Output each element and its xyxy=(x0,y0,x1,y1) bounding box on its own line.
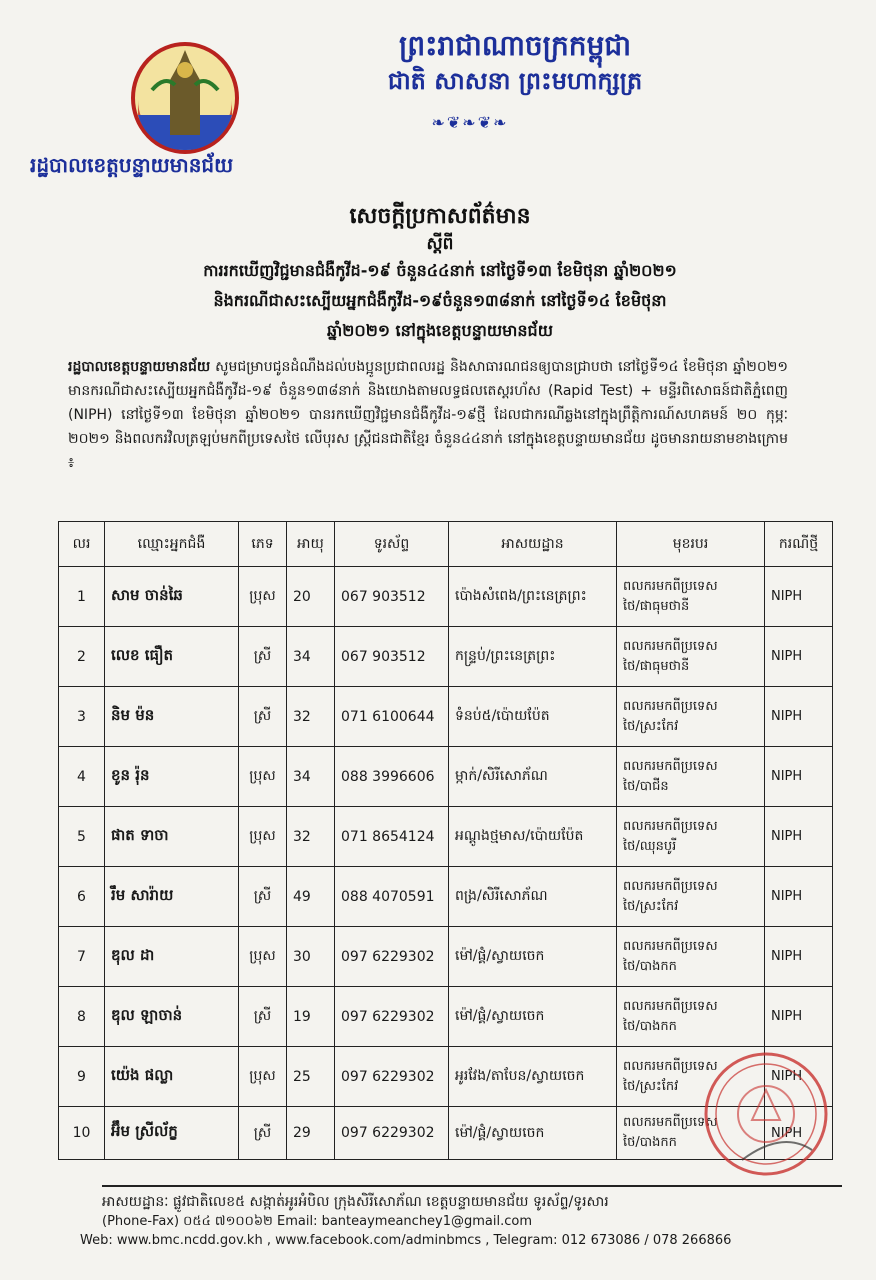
cell-phone: 097 6229302 xyxy=(335,927,449,987)
cell-phone: 097 6229302 xyxy=(335,1107,449,1160)
cell-age: 20 xyxy=(287,567,335,627)
cell-address: អូរវែង/តាបែន/ស្វាយចេក xyxy=(449,1047,617,1107)
intro-lead: រដ្ឋបាលខេត្តបន្ទាយមានជ័យ xyxy=(68,359,211,375)
cell-sex: ស្រី xyxy=(239,627,287,687)
cell-occupation xyxy=(617,567,765,627)
table-row xyxy=(59,807,833,867)
footer-phone-email: (Phone-Fax) ០៥៤ ៧១០០៦២ Email: banteaymeanchey1@gmail.com xyxy=(102,1214,533,1229)
table-row xyxy=(59,987,833,1047)
table-row xyxy=(59,927,833,987)
cell-sex: ប្រុស xyxy=(239,567,287,627)
national-motto: ជាតិ សាសនា ព្រះមហាក្សត្រ xyxy=(387,67,643,95)
cell-name: ខូន រ៉ុន xyxy=(105,747,239,807)
cell-phone: 071 6100644 xyxy=(335,687,449,747)
cell-no: 4 xyxy=(59,747,105,807)
occupation-line-2: ថៃ/ឈុនបូរី xyxy=(623,838,677,854)
cell-name: អ៊ឹម ស្រីល័ក្ខ xyxy=(105,1107,239,1160)
cell-new-case: NIPH xyxy=(765,927,833,987)
header-new-case: ករណីថ្មី xyxy=(765,522,833,567)
cell-name: សាម ចាន់ឆៃ xyxy=(105,567,239,627)
cell-age: 49 xyxy=(287,867,335,927)
occupation-line-2: ថៃ/បាជីន xyxy=(623,778,669,794)
cell-age: 32 xyxy=(287,687,335,747)
intro-body: សូមជម្រាបជូនដំណឹងដល់បងប្អូនប្រជាពលរដ្ឋ និងសាធារណជនឲ្យបានជ្រាបថា នៅថ្ងៃទី១៤ ខែមិថុនា ឆ្នាំ២០២១ មានករណីជាសះស្បើយអ្នកជំងឺកូវីដ-១៩ ចំនួន១៣៨នាក់ និងយោងតាមលទ្ធផលតេស្តរហ័ស (Rapid Test) + មន្ទីរពិសោធន៍ជាតិភ្នំពេញ (NIPH) នៅថ្ងៃទី១៣ ខែមិថុនា ឆ្នាំ២០២១ បានរកឃើញវិជ្ជមានជំងឺកូវីដ-១៩ថ្មី ដែលជាករណីឆ្លងនៅក្នុងព្រឹត្តិការណ៍សហគមន៍ ២០ កុម្ភៈ ២០២១ និងពលករវិលត្រឡប់មកពីប្រទេសថៃ លើបុរស ស្ត្រីជនជាតិខ្មែរ ចំនួន៤៤នាក់ នៅក្នុងខេត្តបន្ទាយមានជ័យ ដូចមានរាយនាមខាងក្រោម ៖ xyxy=(68,359,788,471)
contact-footer xyxy=(80,1185,842,1250)
table-row xyxy=(59,567,833,627)
cell-address: ម្កាក់/សិរីសោភ័ណ xyxy=(449,747,617,807)
cell-no: 5 xyxy=(59,807,105,867)
occupation-line-1: ពលករមកពីប្រទេស xyxy=(623,758,718,774)
occupation-line-1: ពលករមកពីប្រទេស xyxy=(623,998,718,1014)
header-address: អាសយដ្ឋាន xyxy=(449,522,617,567)
cell-occupation xyxy=(617,927,765,987)
header-no: លរ xyxy=(59,522,105,567)
cell-address: អណ្ដូងថ្មមាស/ប៉ោយប៉ែត xyxy=(449,807,617,867)
title-line-1: ការរកឃើញវិជ្ជមានជំងឺកូវីដ-១៩ ចំនួន៤៤នាក់ នៅថ្ងៃទី១៣ ខែមិថុនា ឆ្នាំ២០២១ xyxy=(203,261,677,280)
cell-new-case: NIPH xyxy=(765,1047,833,1107)
cell-phone: 097 6229302 xyxy=(335,987,449,1047)
table-row xyxy=(59,867,833,927)
cell-name: យ៉េង ផល្លា xyxy=(105,1047,239,1107)
cell-sex: ស្រី xyxy=(239,687,287,747)
cell-new-case: NIPH xyxy=(765,987,833,1047)
cell-no: 1 xyxy=(59,567,105,627)
occupation-line-2: ថៃ/ផាធុមថានី xyxy=(623,598,690,614)
cell-address: ទំនប់៥/ប៉ោយប៉ែត xyxy=(449,687,617,747)
title-line-3: ឆ្នាំ២០២១ នៅក្នុងខេត្តបន្ទាយមានជ័យ xyxy=(327,321,553,340)
table-row xyxy=(59,687,833,747)
table-row xyxy=(59,747,833,807)
cell-occupation xyxy=(617,867,765,927)
footer-web: Web: www.bmc.ncdd.gov.kh , www.facebook.com/adminbmcs , Telegram: 012 673086 / 078 266866 xyxy=(80,1233,732,1248)
cell-sex: ប្រុស xyxy=(239,747,287,807)
cell-name: រឹម សារ៉ាយ xyxy=(105,867,239,927)
cell-occupation xyxy=(617,627,765,687)
cell-new-case: NIPH xyxy=(765,1107,833,1160)
occupation-line-2: ថៃ/បាងកក xyxy=(623,1018,677,1034)
cell-no: 2 xyxy=(59,627,105,687)
cell-name: និម ម៉ន xyxy=(105,687,239,747)
header-sex: ភេទ xyxy=(239,522,287,567)
kingdom-name: ព្រះរាជាណាចក្រកម្ពុជា xyxy=(398,29,631,62)
occupation-line-2: ថៃ/ផាធុមថានី xyxy=(623,658,690,674)
issuing-office: រដ្ឋបាលខេត្តបន្ទាយមានជ័យ xyxy=(30,153,234,177)
cell-age: 30 xyxy=(287,927,335,987)
cell-age: 19 xyxy=(287,987,335,1047)
cell-name: ឌុល ដា xyxy=(105,927,239,987)
cell-phone: 088 3996606 xyxy=(335,747,449,807)
table-header-row xyxy=(59,522,833,567)
cell-no: 9 xyxy=(59,1047,105,1107)
occupation-line-2: ថៃ/បាងកក xyxy=(623,958,677,974)
cell-name: ឌុល ឡាចាន់ xyxy=(105,987,239,1047)
cell-name: ផាត ទាចា xyxy=(105,807,239,867)
title-about: ស្ដីពី xyxy=(426,234,454,254)
cell-age: 34 xyxy=(287,627,335,687)
cell-new-case: NIPH xyxy=(765,567,833,627)
cell-no: 10 xyxy=(59,1107,105,1160)
cell-age: 25 xyxy=(287,1047,335,1107)
kingdom-header xyxy=(300,28,730,98)
cell-address: ម៉ៅ/ផ្គំ/ស្វាយចេក xyxy=(449,1107,617,1160)
official-seal-stamp xyxy=(702,1050,830,1178)
cell-address: ប៉ោងសំពេង/ព្រះនេត្រព្រះ xyxy=(449,567,617,627)
cell-occupation xyxy=(617,687,765,747)
cell-name: លេខ ធឿត xyxy=(105,627,239,687)
cell-sex: ប្រុស xyxy=(239,807,287,867)
occupation-line-1: ពលករមកពីប្រទេស xyxy=(623,938,718,954)
cell-no: 8 xyxy=(59,987,105,1047)
header-age: អាយុ xyxy=(287,522,335,567)
cell-phone: 097 6229302 xyxy=(335,1047,449,1107)
occupation-line-1: ពលករមកពីប្រទេស xyxy=(623,698,718,714)
cell-sex: ស្រី xyxy=(239,867,287,927)
cell-address: ពង្រ/សិរីសោភ័ណ xyxy=(449,867,617,927)
announcement-title xyxy=(60,202,820,346)
occupation-line-2: ថៃ/ស្រះកែវ xyxy=(623,898,679,914)
cell-phone: 067 903512 xyxy=(335,627,449,687)
provincial-emblem-icon xyxy=(130,40,240,155)
cell-phone: 071 8654124 xyxy=(335,807,449,867)
table-row xyxy=(59,627,833,687)
header-phone: ទូរស័ព្ទ xyxy=(335,522,449,567)
occupation-line-2: ថៃ/បាងកក xyxy=(623,1135,677,1150)
cell-sex: ប្រុស xyxy=(239,1047,287,1107)
cell-sex: ប្រុស xyxy=(239,927,287,987)
header-occupation: មុខរបរ xyxy=(617,522,765,567)
cell-age: 32 xyxy=(287,807,335,867)
cell-occupation xyxy=(617,747,765,807)
header-name: ឈ្មោះអ្នកជំងឺ xyxy=(105,522,239,567)
cell-address: កន្ទ្រប់/ព្រះនេត្រព្រះ xyxy=(449,627,617,687)
cell-new-case: NIPH xyxy=(765,807,833,867)
intro-paragraph xyxy=(68,355,788,475)
occupation-line-1: ពលករមកពីប្រទេស xyxy=(623,1058,718,1074)
cell-no: 3 xyxy=(59,687,105,747)
title-main: សេចក្ដីប្រកាសព័ត៌មាន xyxy=(349,204,531,229)
cell-age: 29 xyxy=(287,1107,335,1160)
cell-no: 6 xyxy=(59,867,105,927)
cell-occupation xyxy=(617,987,765,1047)
occupation-line-1: ពលករមកពីប្រទេស xyxy=(623,578,718,594)
cell-new-case: NIPH xyxy=(765,687,833,747)
occupation-line-2: ថៃ/ស្រះកែវ xyxy=(623,1078,679,1094)
occupation-line-1: ពលករមកពីប្រទេស xyxy=(623,638,718,654)
cell-occupation xyxy=(617,807,765,867)
cell-age: 34 xyxy=(287,747,335,807)
ornament-divider: ❧❦❧❦❧ xyxy=(431,113,509,132)
cell-phone: 067 903512 xyxy=(335,567,449,627)
cell-new-case: NIPH xyxy=(765,867,833,927)
occupation-line-1: ពលករមកពីប្រទេស xyxy=(623,1115,718,1130)
cell-address: ម៉ៅ/ផ្គំ/ស្វាយចេក xyxy=(449,927,617,987)
cell-address: ម៉ៅ/ផ្គំ/ស្វាយចេក xyxy=(449,987,617,1047)
occupation-line-1: ពលករមកពីប្រទេស xyxy=(623,878,718,894)
cell-new-case: NIPH xyxy=(765,747,833,807)
cell-sex: ស្រី xyxy=(239,987,287,1047)
cell-no: 7 xyxy=(59,927,105,987)
cell-sex: ស្រី xyxy=(239,1107,287,1160)
occupation-line-2: ថៃ/ស្រះកែវ xyxy=(623,718,679,734)
cell-phone: 088 4070591 xyxy=(335,867,449,927)
occupation-line-1: ពលករមកពីប្រទេស xyxy=(623,818,718,834)
cell-new-case: NIPH xyxy=(765,627,833,687)
footer-address: អាសយដ្ឋានៈ ផ្លូវជាតិលេខ៥ សង្កាត់អូរអំបិល ក្រុងសិរីសោភ័ណ ខេត្តបន្ទាយមានជ័យ ទូរស័ព្ទ/ទូរសារ xyxy=(102,1194,609,1210)
title-line-2: និងករណីជាសះស្បើយអ្នកជំងឺកូវីដ-១៩ចំនួន១៣៨នាក់ នៅថ្ងៃទី១៤ ខែមិថុនា xyxy=(213,291,667,310)
